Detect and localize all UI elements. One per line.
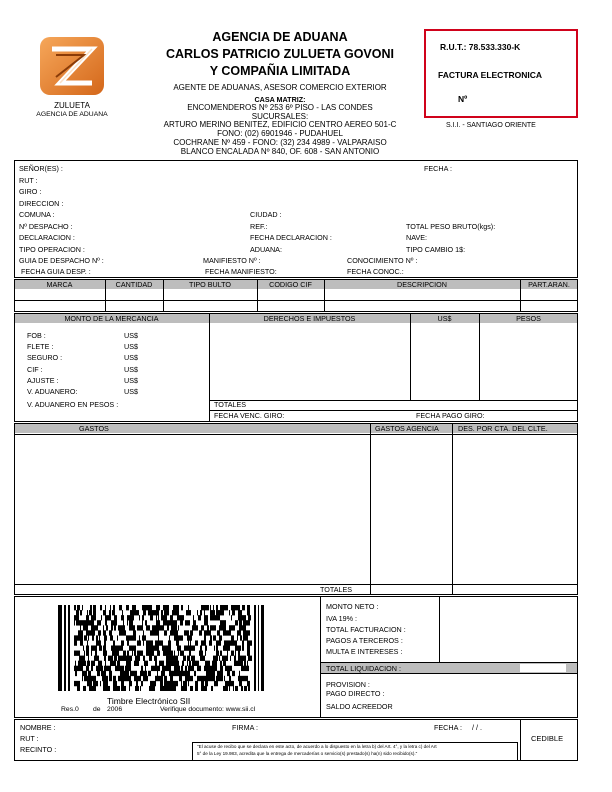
aduana-label: ADUANA: — [250, 245, 282, 254]
mercancia-title: MONTO DE LA MERCANCIA — [64, 314, 159, 323]
gastos-agencia: GASTOS AGENCIA — [375, 424, 439, 433]
total-liquidacion-label: TOTAL LIQUIDACION : — [326, 664, 401, 673]
total-facturacion-label: TOTAL FACTURACION : — [326, 625, 406, 634]
saldo-acreedor-label: SALDO ACREEDOR — [326, 702, 393, 711]
gastos-section — [14, 423, 578, 595]
v-aduanero-cur: US$ — [124, 387, 138, 396]
comuna-label: COMUNA : — [19, 210, 55, 219]
tipo-operacion-label: TIPO OPERACION : — [19, 245, 85, 254]
logo-subtitle: AGENCIA DE ADUANA — [36, 111, 108, 118]
giro-label: GIRO : — [19, 187, 42, 196]
gastos-totales: TOTALES — [320, 585, 353, 594]
cif-label: CIF : — [27, 365, 43, 374]
sii-office: S.I.I. - SANTIAGO ORIENTE — [446, 122, 536, 129]
pagos-terceros-label: PAGOS A TERCEROS : — [326, 636, 403, 645]
tipo-cambio-label: TIPO CAMBIO 1$: — [406, 245, 466, 254]
derechos-title: DERECHOS E IMPUESTOS — [263, 314, 356, 323]
conocimiento-label: CONOCIMIENTO Nº : — [347, 256, 418, 265]
casa-matriz-label: CASA MATRIZ: — [254, 95, 306, 104]
casa-matriz-address: ENCOMENDEROS Nº 253 6º PISO - LAS CONDES — [187, 103, 373, 112]
timbre-verify: Verifique documento: www.sii.cl — [160, 706, 256, 713]
direccion-label: DIRECCION : — [19, 199, 64, 208]
timbre-year: 2006 — [107, 706, 123, 713]
multa-intereses-label: MULTA E INTERESES : — [326, 647, 403, 656]
legal-text-2: 5° de la Ley 19.983, acredita que la entrega de mercaderías o servicio(s) prestado(s) ha(n) sido recibido(s)." — [197, 751, 418, 756]
cif-cur: US$ — [124, 365, 138, 374]
company-logo — [38, 35, 106, 97]
fecha-conoc-label: FECHA CONOC.: — [347, 267, 404, 276]
peso-label: TOTAL PESO BRUTO(kgs): — [406, 222, 496, 231]
logo-name: ZULUETA — [54, 101, 90, 110]
timbre-res: Res.0 — [61, 706, 79, 713]
col-marca: MARCA — [46, 280, 73, 289]
timbre-de: de — [93, 706, 101, 713]
ajuste-cur: US$ — [124, 376, 138, 385]
firma-label: FIRMA : — [232, 723, 258, 732]
provision-label: PROVISION : — [326, 680, 370, 689]
derechos-pesos: PESOS — [516, 314, 541, 323]
col-part-aran: PART.ARAN. — [528, 280, 570, 289]
fecha-guia-label: FECHA GUIA DESP. : — [21, 267, 91, 276]
cedible-label: CEDIBLE — [531, 734, 564, 743]
ajuste-label: AJUSTE : — [27, 376, 59, 385]
col-tipo-bulto: TIPO BULTO — [188, 280, 232, 289]
nombre-label: NOMBRE : — [20, 723, 56, 732]
despacho-label: Nº DESPACHO : — [19, 222, 73, 231]
gastos-title: GASTOS — [79, 424, 109, 433]
timbre-label: Timbre Electrónico SII — [107, 696, 191, 706]
ciudad-label: CIUDAD : — [250, 210, 282, 219]
seguro-label: SEGURO : — [27, 353, 63, 362]
col-codigo-cif: CODIGO CIF — [269, 280, 312, 289]
manifiesto-label: MANIFIESTO Nº : — [203, 256, 261, 265]
sucursal-1: ARTURO MERINO BENITEZ, EDIFICIO CENTRO AEREO 501-C — [163, 120, 397, 129]
company-title-1: AGENCIA DE ADUANA — [212, 30, 348, 44]
fecha-pago-giro: FECHA PAGO GIRO: — [416, 411, 485, 420]
col-cantidad: CANTIDAD — [115, 280, 153, 289]
seguro-cur: US$ — [124, 353, 138, 362]
pdf417-barcode — [58, 605, 264, 691]
iva-label: IVA 19% : — [326, 614, 358, 623]
sucursal-1-fono: FONO: (02) 6901946 - PUDAHUEL — [217, 129, 343, 138]
derechos-us: US$ — [437, 314, 452, 323]
fob-cur: US$ — [124, 331, 138, 340]
fecha-manifiesto-label: FECHA MANIFIESTO: — [205, 267, 277, 276]
fecha-venc-giro: FECHA VENC. GIRO: — [214, 411, 285, 420]
factura-numero: Nº — [458, 94, 468, 104]
nave-label: NAVE: — [406, 233, 428, 242]
company-subtitle: AGENTE DE ADUANAS, ASESOR COMERCIO EXTERIOR — [173, 83, 387, 92]
ref-label: REF.: — [250, 222, 268, 231]
sucursal-2: COCHRANE Nº 459 - FONO: (32) 234 4989 - VALPARAISO — [173, 138, 387, 147]
v-aduanero-label: V. ADUANERO: — [27, 387, 78, 396]
acuse-fecha-label: FECHA : — [434, 723, 462, 732]
gastos-des-cliente: DES. POR CTA. DEL CLTE. — [458, 424, 548, 433]
sucursales-label: SUCURSALES: — [251, 112, 309, 121]
recinto-label: RECINTO : — [20, 745, 57, 754]
acuse-rut-label: RUT : — [20, 734, 39, 743]
fecha-declaracion-label: FECHA DECLARACION : — [250, 233, 332, 242]
company-title-3: Y COMPAÑIA LIMITADA — [209, 64, 351, 78]
flete-cur: US$ — [124, 342, 138, 351]
derechos-totales: TOTALES — [214, 400, 247, 409]
acuse-fecha-slashes: / / . — [472, 723, 482, 732]
rut-label: RUT : — [19, 176, 38, 185]
liquidacion-value-cell — [520, 664, 566, 672]
factura-electronica: FACTURA ELECTRONICA — [438, 70, 543, 80]
guia-label: GUIA DE DESPACHO Nº : — [19, 256, 104, 265]
senores-label: SEÑOR(ES) : — [19, 164, 63, 173]
rut-value: R.U.T.: 78.533.330-K — [440, 42, 521, 52]
legal-text-1: "El acuse de recibo que se declara en este acto, de acuerdo a lo dispuesto en la letra b) del Art. 4°, y la letra c) del Art — [197, 744, 437, 749]
flete-label: FLETE : — [27, 342, 54, 351]
company-title-2: CARLOS PATRICIO ZULUETA GOVONI — [165, 47, 394, 61]
pago-directo-label: PAGO DIRECTO : — [326, 689, 385, 698]
fecha-label: FECHA : — [424, 164, 452, 173]
sucursal-3: BLANCO ENCALADA Nº 840, OF. 608 - SAN ANTONIO — [180, 147, 380, 156]
monto-neto-label: MONTO NETO : — [326, 602, 379, 611]
col-descripcion: DESCRIPCION — [397, 280, 447, 289]
declaracion-label: DECLARACION : — [19, 233, 75, 242]
fob-label: FOB : — [27, 331, 46, 340]
v-aduanero-pesos-label: V. ADUANERO EN PESOS : — [27, 400, 119, 409]
